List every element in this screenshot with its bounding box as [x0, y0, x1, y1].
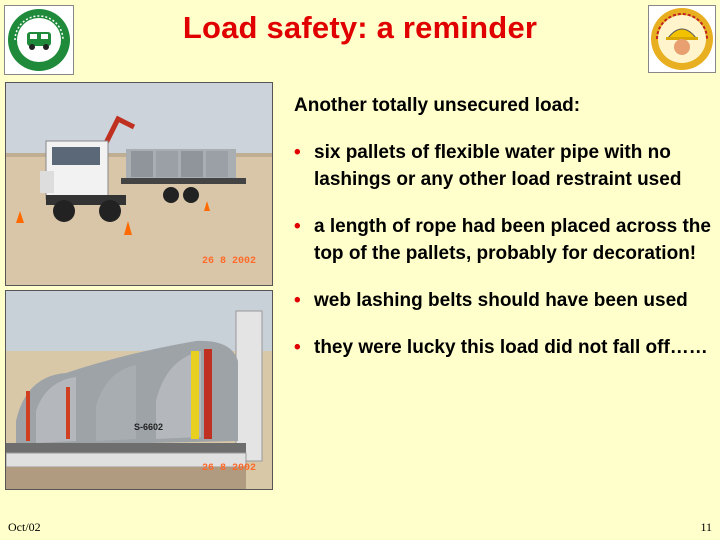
slide-title: Load safety: a reminder	[182, 10, 538, 45]
bullet-text: web lashing belts should have been used	[314, 290, 688, 311]
list-item	[292, 213, 712, 267]
photo-date-stamp: 26 8 2002	[202, 463, 257, 474]
bullet-glyph: •	[294, 216, 301, 237]
photo-date-stamp: 26 8 2002	[202, 256, 257, 267]
bullet-glyph: •	[294, 337, 301, 358]
bullet-text: they were lucky this load did not fall off……	[314, 337, 708, 358]
load-closeup-photo	[5, 290, 273, 490]
list-item	[292, 139, 712, 193]
slide-content	[292, 95, 712, 381]
page-number: 11	[700, 520, 712, 534]
bullet-text: six pallets of flexible water pipe with no lashings or any other load restraint used	[314, 142, 682, 190]
footer-date: Oct/02	[8, 520, 41, 534]
road-safety-logo-icon	[4, 5, 74, 75]
bullet-glyph: •	[294, 290, 301, 311]
safety-is-teamwork-logo-icon	[648, 5, 716, 73]
bullet-glyph: •	[294, 142, 301, 163]
bullet-text: a length of rope had been placed across the top of the pallets, probably for decoration!	[314, 216, 711, 264]
list-item	[292, 287, 712, 314]
truck-side-text: S-6602	[134, 422, 164, 432]
lead-text: Another totally unsecured load:	[294, 95, 581, 116]
list-item	[292, 334, 712, 361]
bullet-list	[292, 139, 712, 361]
truck-photo	[5, 82, 273, 286]
